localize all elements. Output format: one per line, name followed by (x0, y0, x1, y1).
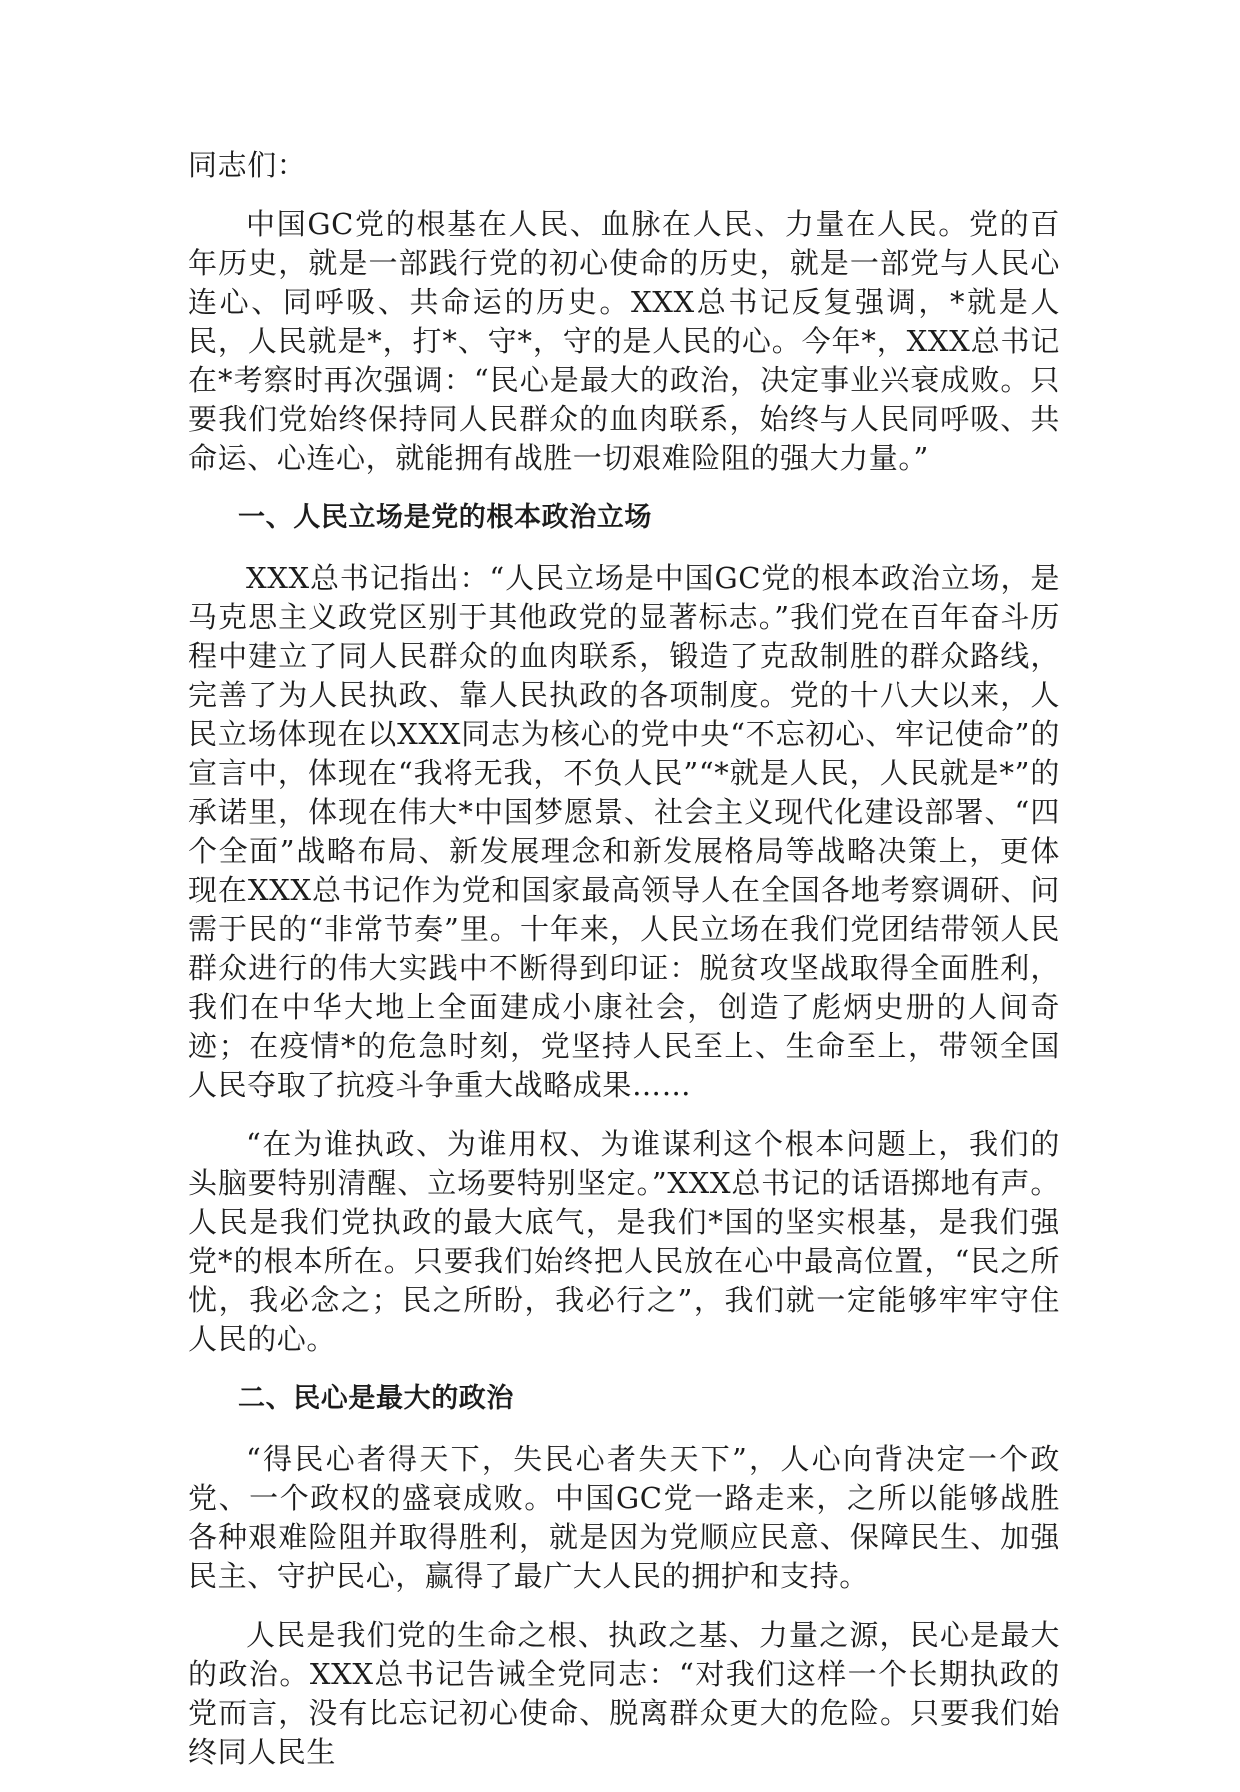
paragraph-section2-b: 人民是我们党的生命之根、执政之基、力量之源，民心是最大的政治。XXX总书记告诫全党同志：“对我们这样一个长期执政的党而言，没有比忘记初心使命、脱离群众更大的危险。只要我们始终同人民生 (188, 1618, 1060, 1769)
document-body (188, 146, 1060, 1792)
paragraph-section1-b: “在为谁执政、为谁用权、为谁谋利这个根本问题上，我们的头脑要特别清醒、立场要特别坚定。”XXX总书记的话语掷地有声。人民是我们党执政的最大底气，是我们*国的坚实根基，是我们强党*的根本所在。只要我们始终把人民放在心中最高位置，“民之所忧，我必念之；民之所盼，我必行之”，我们就一定能够牢牢守住人民的心。 (188, 1127, 1060, 1356)
paragraph-section1-a: XXX总书记指出：“人民立场是中国GC党的根本政治立场，是马克思主义政党区别于其他政党的显著标志。”我们党在百年奋斗历程中建立了同人民群众的血肉联系，锻造了克敌制胜的群众路线，完善了为人民执政、靠人民执政的各项制度。党的十八大以来，人民立场体现在以XXX同志为核心的党中央“不忘初心、牢记使命”的宣言中，体现在“我将无我，不负人民”“*就是人民，人民就是*”的承诺里，体现在伟大*中国梦愿景、社会主义现代化建设部署、“四个全面”战略布局、新发展理念和新发展格局等战略决策上，更体现在XXX总书记作为党和国家最高领导人在全国各地考察调研、问需于民的“非常节奏”里。十年来，人民立场在我们党团结带领人民群众进行的伟大实践中不断得到印证：脱贫攻坚战取得全面胜利，我们在中华大地上全面建成小康社会，创造了彪炳史册的人间奇迹；在疫情*的危急时刻，党坚持人民至上、生命至上，带领全国人民夺取了抗疫斗争重大战略成果…… (188, 561, 1060, 1102)
section-heading-2: 二、民心是最大的政治 (238, 1383, 514, 1414)
paragraph-section2-a: “得民心者得天下，失民心者失天下”，人心向背决定一个政党、一个政权的盛衰成败。中国GC党一路走来，之所以能够战胜各种艰难险阻并取得胜利，就是因为党顺应民意、保障民生、加强民主、守护民心，赢得了最广大人民的拥护和支持。 (188, 1442, 1060, 1593)
section-heading-1: 一、人民立场是党的根本政治立场 (238, 502, 652, 533)
paragraph-intro: 中国GC党的根基在人民、血脉在人民、力量在人民。党的百年历史，就是一部践行党的初心使命的历史，就是一部党与人民心连心、同呼吸、共命运的历史。XXX总书记反复强调，*就是人民，人民就是*，打*、守*，守的是人民的心。今年*，XXX总书记在*考察时再次强调：“民心是最大的政治，决定事业兴衰成败。只要我们党始终保持同人民群众的血肉联系，始终与人民同呼吸、共命运、心连心，就能拥有战胜一切艰难险阻的强大力量。” (188, 207, 1060, 475)
salutation: 同志们： (188, 148, 307, 182)
